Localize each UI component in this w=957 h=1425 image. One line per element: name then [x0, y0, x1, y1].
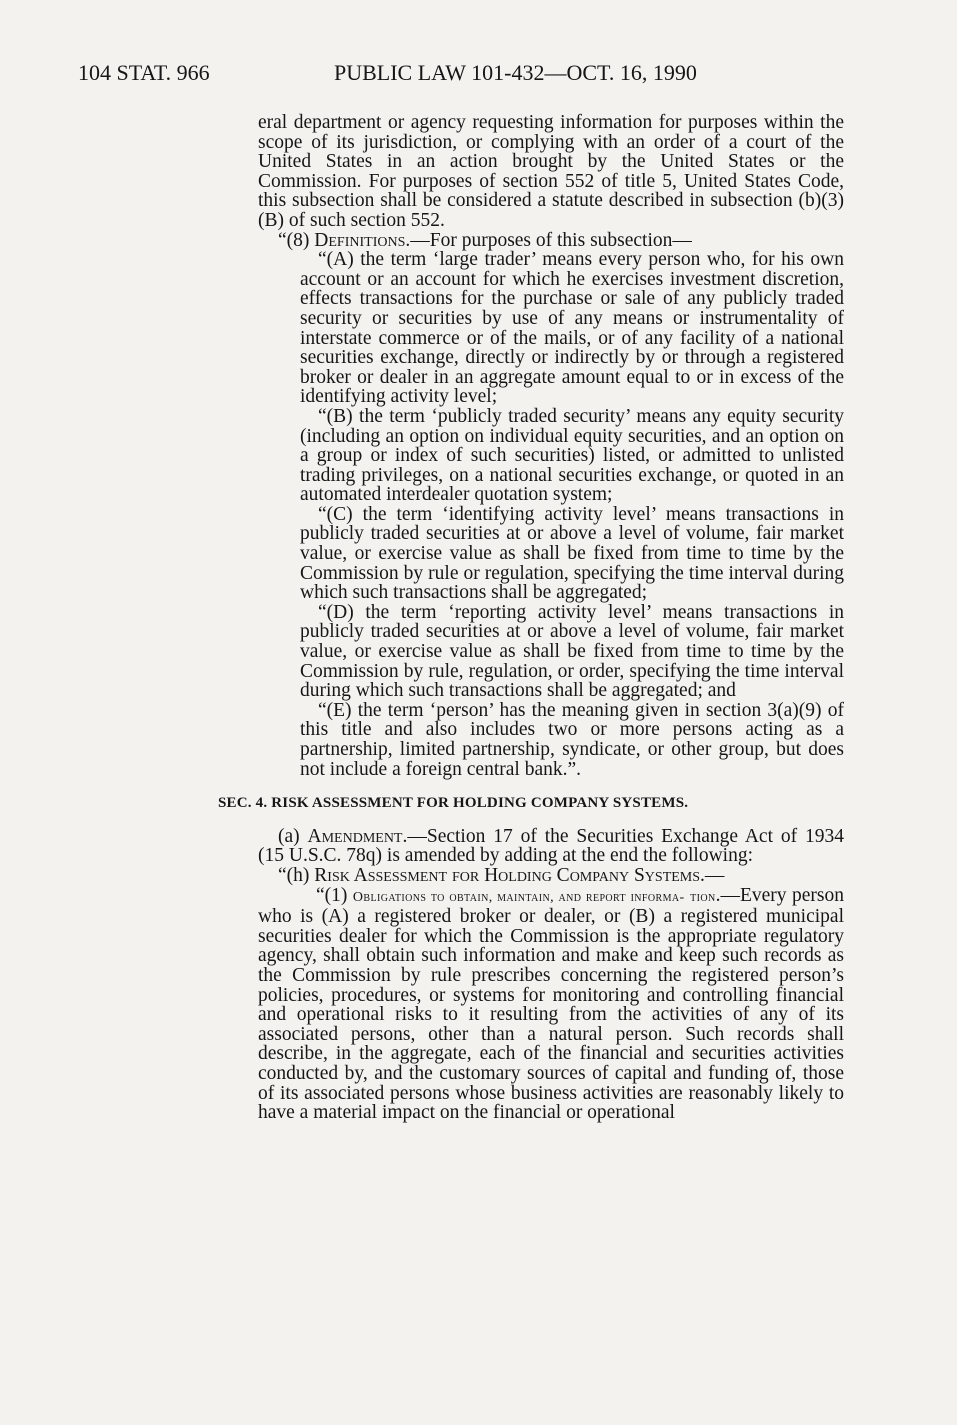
- subsection-h-prefix: “(h): [278, 864, 315, 886]
- definitions-heading: Definitions: [314, 229, 406, 251]
- paragraph-1: [258, 886, 844, 1123]
- page-header: [78, 60, 887, 94]
- definition-item-b: “(B) the term ‘publicly traded security’ means any equity security (including an option on individual equity securities, and an option on a group or index of such securities) listed, or admitted to unlisted trading privileges, on a national securities exchange, or quoted in an automated interdealer quotation system;: [300, 405, 844, 506]
- amendment-prefix: (a): [278, 825, 308, 847]
- paragraph-1-prefix: “(1): [316, 884, 353, 906]
- section-heading: SEC. 4. RISK ASSESSMENT FOR HOLDING COMPANY SYSTEMS.: [218, 795, 689, 812]
- running-title: PUBLIC LAW 101-432—OCT. 16, 1990: [334, 60, 697, 85]
- subsection-h-title: Risk Assessment for Holding Company Systems: [314, 864, 701, 886]
- paragraph-1-text: .—Every person who is (A) a registered broker or dealer, or (B) a registered municipal securities dealer for which the Commission is the appropriate regulatory agency, shall obtain such information and make and keep such records as the Commission by rule prescribes concerning the registered person’s policies, procedures, or systems for monitoring and controlling financial and operational risks to it resulting from the activities of any of its associated persons, other than a natural person. Such records shall describe, in the aggregate, each of the financial and securities activities conducted by, and the customary sources of capital and funding of, those of its associated persons whose business activities are reasonably likely to have a material impact on the financial or operational: [258, 884, 844, 1124]
- statute-page-number: 104 STAT. 966: [78, 60, 210, 85]
- paragraph-1-heading-b: tion: [690, 889, 716, 905]
- definition-item-d: “(D) the term ‘reporting activity level’ means transactions in publicly traded securities at or above a level of volume, fair market value, or exercise value as shall be fixed from time to time by the Commission by rule, regulation, or order, specifying the time interval during which such transactions shall be aggregated; and: [300, 601, 844, 702]
- definitions-paragraph: [258, 231, 844, 251]
- definition-item-c: “(C) the term ‘identifying activity level’ means transactions in publicly traded securities at or above a level of volume, fair market value, or exercise value as shall be fixed from time to time by the Commission by rule or regulation, specifying the time interval during which such transactions shall be aggregated;: [300, 503, 844, 604]
- definitions-list: [300, 250, 844, 779]
- page-body: [220, 113, 844, 1123]
- continuation-paragraph: eral department or agency requesting information for purposes within the scope of its jurisdiction, or complying with an order of a court of the United States in an action brought by the United States or the Commission. For purposes of section 552 of title 5, United States Code, this subsection shall be considered a statute described in subsection (b)(3)(B) of such section 552.: [258, 112, 844, 231]
- amendment-text: .—Section 17 of the Securities Exchange Act of 1934 (15 U.S.C. 78q) is amended by adding at the end the following:: [258, 825, 844, 867]
- amendment-paragraph: [258, 827, 844, 866]
- definitions-prefix: “(8): [278, 229, 315, 251]
- subsection-h-suffix: .—: [700, 864, 725, 886]
- definitions-text: .—For purposes of this subsection—: [405, 229, 692, 251]
- amendment-heading: Amendment: [307, 825, 403, 847]
- definition-item-e: “(E) the term ‘person’ has the meaning given in section 3(a)(9) of this title and also includes two or more persons acting as a partnership, limited partnership, syndicate, or other group, but does not include a foreign central bank.”.: [300, 699, 844, 780]
- definition-item-a: “(A) the term ‘large trader’ means every person who, for his own account or an account for which he exercises investment discretion, effects transactions for the purchase or sale of any publicly traded security or securities by use of any means or instrumentality of interstate commerce or of the mails, or of any facility of a national securities exchange, directly or indirectly by or through a registered broker or dealer in an aggregate amount equal to or in excess of the identifying activity level;: [300, 249, 844, 408]
- subsection-h-heading: [258, 866, 844, 886]
- paragraph-1-heading-a: Obligations to obtain, maintain, and report informa-: [352, 889, 685, 905]
